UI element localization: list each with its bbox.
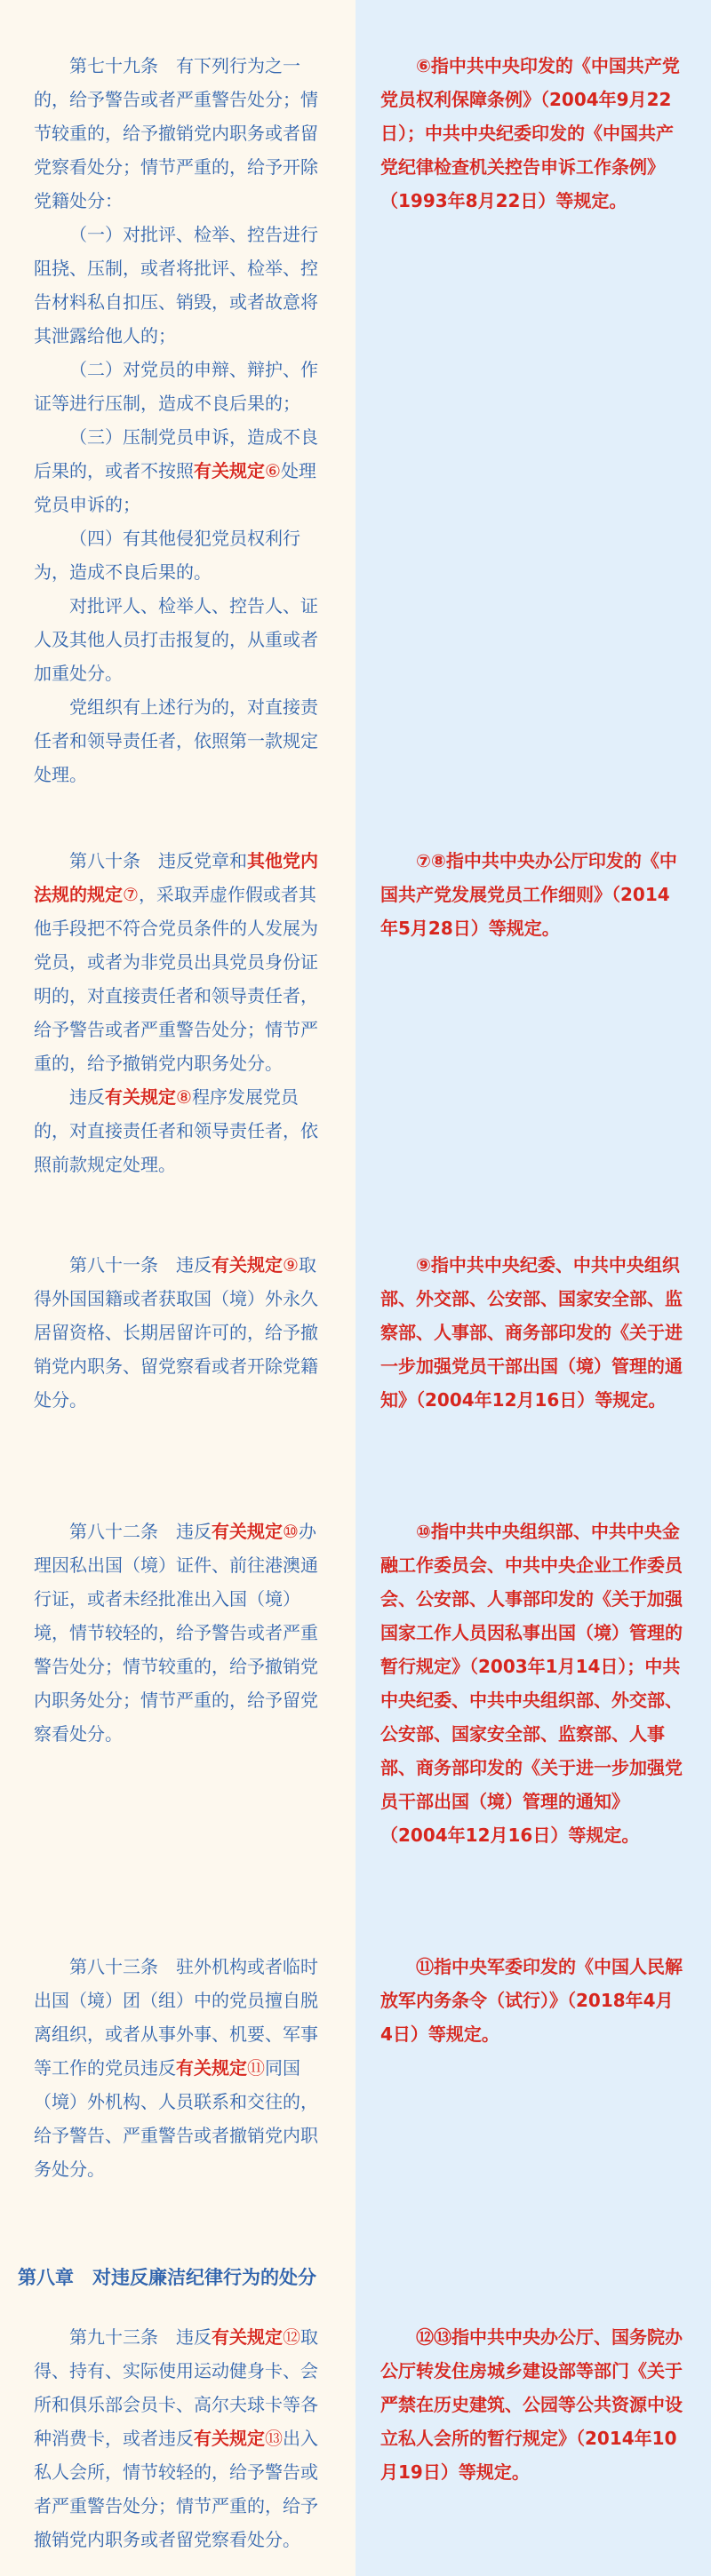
text-segment: 第八十二条 违反: [69, 1521, 212, 1542]
text-segment: 办理因私出国（境）证件、前往港澳通行证，或者未经批准出入国（境）境，情节较轻的，给予警告或者严重警告处分；情节较重的，给予撤销党内职务处分；情节严重的，给予留党察看处分。: [34, 1521, 318, 1745]
highlight-keyword: 有关规定: [176, 2057, 247, 2079]
text-segment: 取得外国国籍或者获取国（境）外永久居留资格、长期居留许可的，给予撤销党内职务、留党察看或者开除党籍处分。: [34, 1254, 318, 1411]
highlight-keyword: 有关规定: [212, 1521, 283, 1542]
article-80-para-2: [34, 1080, 332, 1181]
article-81-para-1: [34, 1248, 332, 1417]
article-79-item-3: [34, 420, 332, 521]
article-82: [34, 1515, 332, 1751]
article-79-para-3: 党组织有上述行为的，对直接责任者和领导责任者，依照第一款规定处理。: [34, 696, 318, 785]
note-text: ⑫⑬指中共中央办公厅、国务院办公厅转发住房城乡建设部等部门《关于严禁在历史建筑、公园等公共资源中设立私人会所的暂行规定》（2014年10月19日）等规定。: [380, 2326, 683, 2483]
note-text: ⑦⑧指中共中央办公厅印发的《中国共产党发展党员工作细则》（2014年5月28日）等规定。: [380, 850, 677, 939]
highlight-keyword: 有关规定: [194, 2428, 265, 2449]
footnote-marker: ⑫: [283, 2326, 300, 2348]
highlight-keyword: 有关规定: [105, 1086, 176, 1108]
note-text: ⑥指中共中央印发的《中国共产党党员权利保障条例》（2004年9月22日）；中共中央纪委印发的《中国共产党纪律检查机关控告申诉工作条例》（1993年8月22日）等规定。: [380, 55, 680, 211]
highlight-keyword: 有关规定: [212, 1254, 283, 1276]
text-segment: （三）压制党员申诉，造成不良后果的，或者不按照: [34, 426, 318, 481]
text-segment: 第九十三条 违反: [69, 2326, 212, 2348]
note-83: [380, 1950, 684, 2051]
article-93-para-1: [34, 2320, 332, 2556]
note-82: [380, 1515, 684, 1852]
article-79-para-2: 对批评人、检举人、控告人、证人及其他人员打击报复的，从重或者加重处分。: [34, 595, 318, 684]
chapter-heading: 第八章 对违反廉洁纪律行为的处分: [18, 2267, 316, 2288]
text-segment: 取得、持有、实际使用运动健身卡、会所和俱乐部会员卡、高尔夫球卡等各种消费卡，或者违反: [34, 2326, 318, 2449]
note-81: [380, 1248, 684, 1417]
note-text: ⑩指中共中央组织部、中共中央金融工作委员会、中共中央企业工作委员会、公安部、人事部印发的《关于加强国家工作人员因私事出国（境）管理的暂行规定》（2003年1月14日）；中共中央纪委、中共中央组织部、外交部、公安部、国家安全部、监察部、人事部、商务部印发的《关于进一步加强党员干部出国（境）管理的通知》（2004年12月16日）等规定。: [380, 1521, 683, 1846]
highlight-keyword: 其他党内法规的规定: [34, 850, 318, 905]
highlight-keyword: 有关规定: [212, 2326, 283, 2348]
article-79: [34, 49, 332, 791]
footnote-marker: ⑥: [265, 460, 281, 481]
note-93: [380, 2320, 684, 2489]
article-79-para-1: 第七十九条 有下列行为之一的，给予警告或者严重警告处分；情节较重的，给予撤销党内职务或者留党察看处分；情节严重的，给予开除党籍处分：: [34, 55, 318, 211]
article-80-para-1: [34, 844, 332, 1080]
footnote-marker: ⑪: [247, 2057, 265, 2079]
note-text: ⑪指中央军委印发的《中国人民解放军内务条令（试行）》（2018年4月4日）等规定。: [380, 1956, 683, 2045]
text-segment: 第八十三条 驻外机构或者临时出国（境）团（组）中的党员擅自脱离组织，或者从事外事、机要、军事等工作的党员违反: [34, 1956, 318, 2079]
text-segment: 程序发展党员的，对直接责任者和领导责任者，依照前款规定处理。: [34, 1086, 318, 1175]
note-79: [380, 49, 684, 218]
article-79-item-1: （一）对批评、检举、控告进行阻挠、压制，或者将批评、检举、控告材料私自扣压、销毁，或者故意将其泄露给他人的；: [34, 224, 318, 346]
article-83: [34, 1950, 332, 2186]
text-segment: 同国（境）外机构、人员联系和交往的，给予警告、严重警告或者撤销党内职务处分。: [34, 2057, 318, 2180]
footnote-marker: ⑦: [123, 884, 139, 905]
article-93: [34, 2320, 332, 2556]
article-79-item-4: （四）有其他侵犯党员权利行为，造成不良后果的。: [34, 528, 300, 583]
note-80: [380, 844, 684, 945]
highlight-keyword: 有关规定: [194, 460, 265, 481]
article-81: [34, 1248, 332, 1417]
text-segment: 出入私人会所，情节较轻的，给予警告或者严重警告处分；情节严重的，给予撤销党内职务或者留党察看处分。: [34, 2428, 318, 2550]
article-82-para-1: [34, 1515, 332, 1751]
footnote-marker: ⑨: [283, 1254, 299, 1276]
footnote-marker: ⑧: [176, 1086, 192, 1108]
text-segment: 第八十一条 违反: [69, 1254, 212, 1276]
article-80: [34, 844, 332, 1181]
footnote-marker: ⑩: [283, 1521, 299, 1542]
text-segment: 违反: [69, 1086, 105, 1108]
note-text: ⑨指中共中央纪委、中共中央组织部、外交部、公安部、国家安全部、监察部、人事部、商务部印发的《关于进一步加强党员干部出国（境）管理的通知》（2004年12月16日）等规定。: [380, 1254, 683, 1411]
text-segment: 第八十条 违反党章和: [69, 850, 247, 871]
text-segment: ，采取弄虚作假或者其他手段把不符合党员条件的人发展为党员，或者为非党员出具党员身份证明的，对直接责任者和领导责任者，给予警告或者严重警告处分；情节严重的，给予撤销党内职务处分。: [34, 884, 318, 1074]
article-83-para-1: [34, 1950, 332, 2186]
footnote-marker: ⑬: [265, 2428, 283, 2449]
article-79-item-2: （二）对党员的申辩、辩护、作证等进行压制，造成不良后果的；: [34, 359, 318, 414]
text-segment: 处理党员申诉的；: [34, 460, 316, 515]
